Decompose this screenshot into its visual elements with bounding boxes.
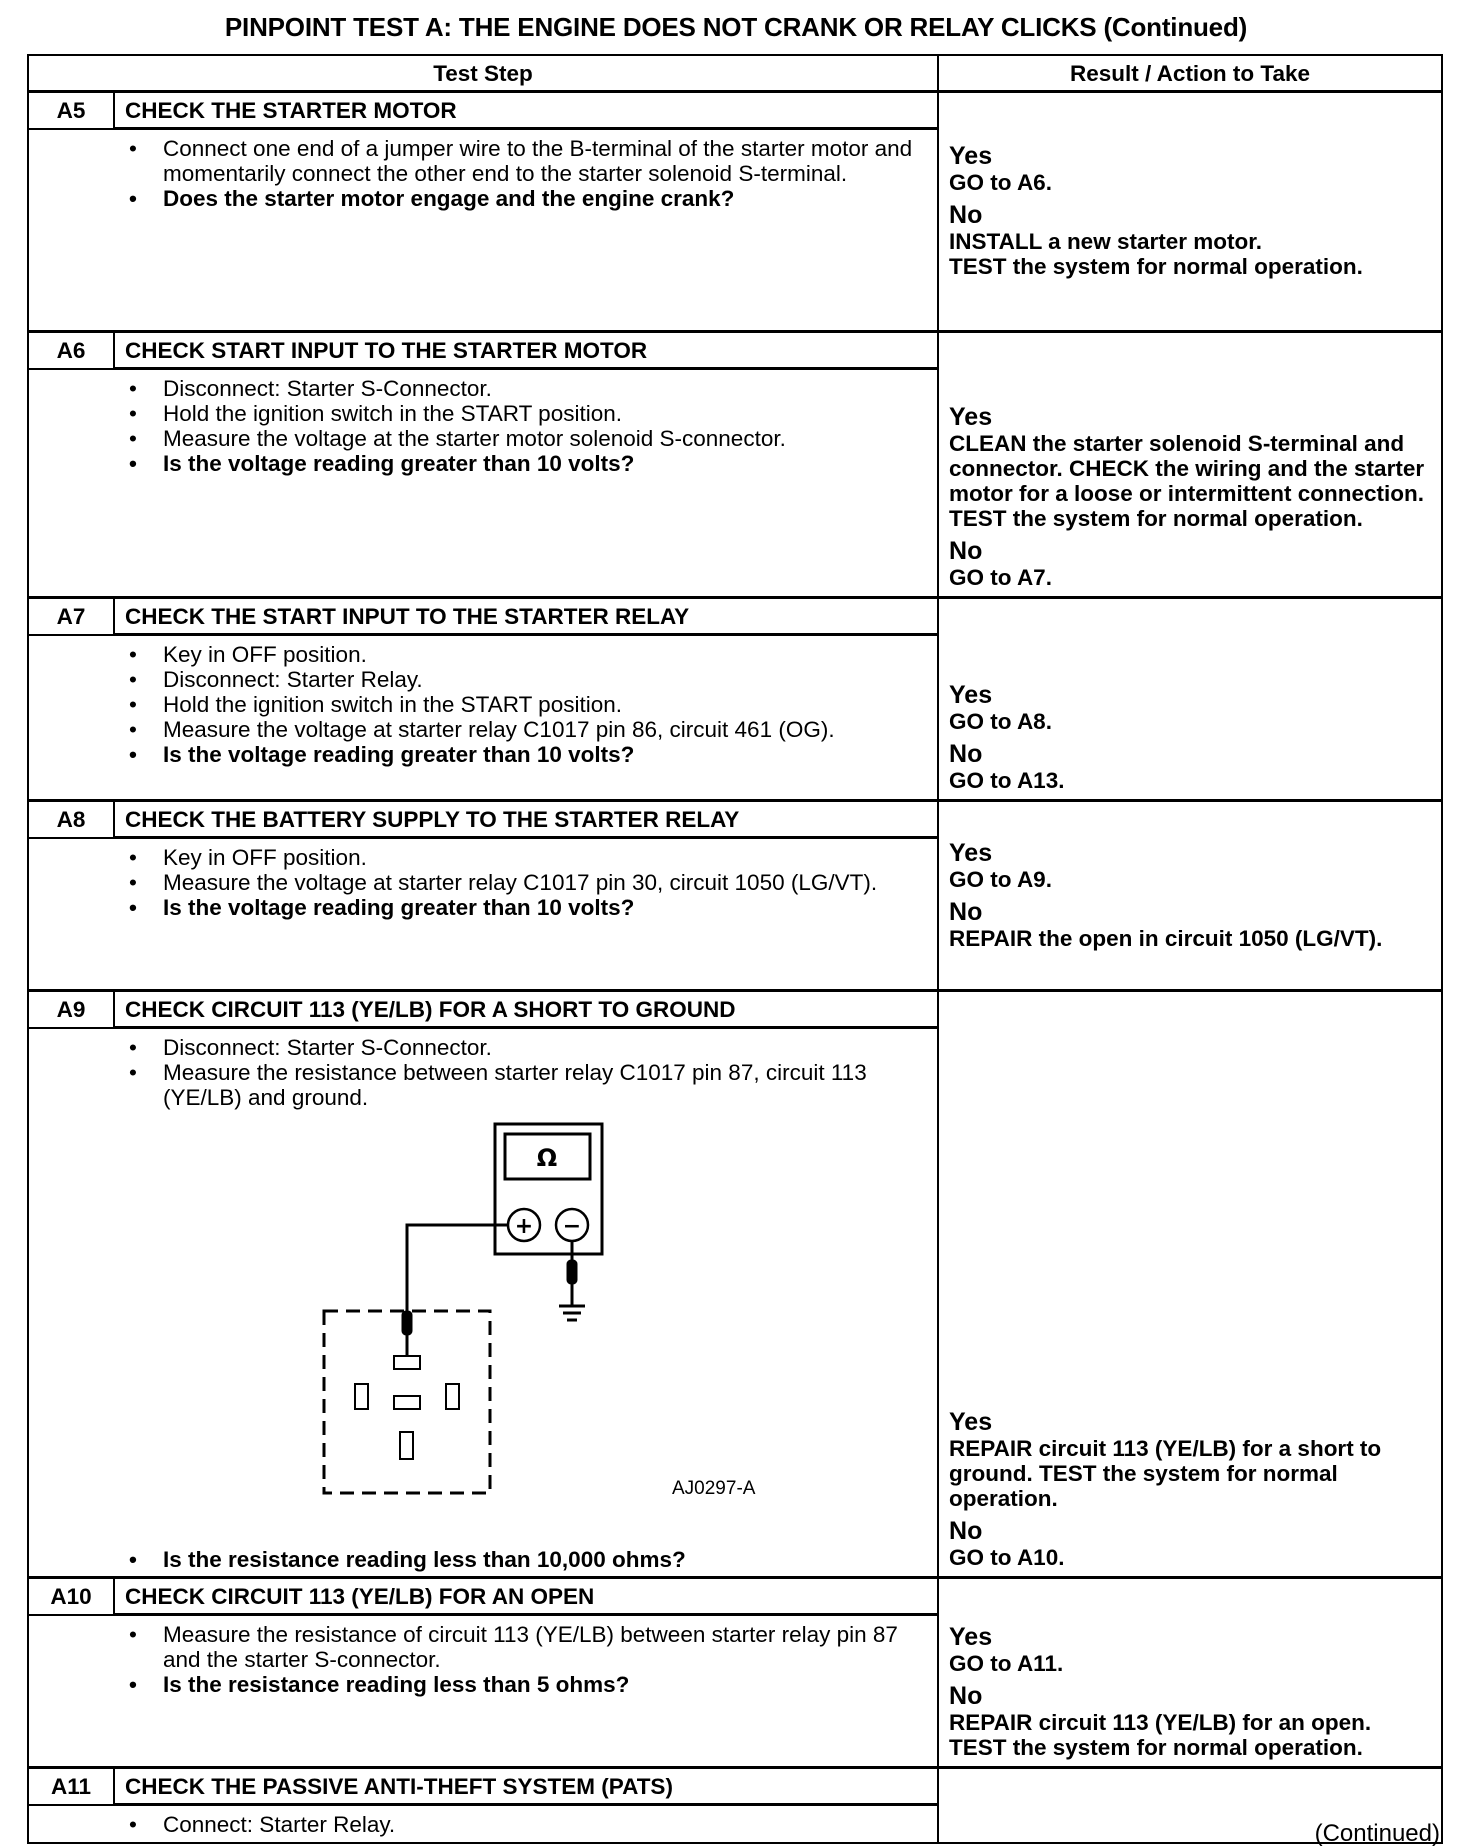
result-label-no: No bbox=[949, 740, 983, 768]
result-action bbox=[949, 1710, 1435, 1735]
step-reference: A8 bbox=[1016, 709, 1046, 734]
result-action bbox=[949, 709, 1435, 734]
result-action bbox=[949, 254, 1435, 279]
instruction-item: • Key in OFF position. bbox=[163, 642, 927, 667]
result-label-yes: Yes bbox=[949, 142, 993, 170]
action-text: GO to bbox=[949, 565, 1017, 590]
instruction-list bbox=[163, 845, 927, 920]
instruction-list bbox=[163, 642, 927, 767]
header-result: Result / Action to Take bbox=[938, 55, 1442, 92]
step-instructions bbox=[28, 129, 938, 332]
instruction-item: • Hold the ignition switch in the START position. bbox=[163, 692, 927, 717]
action-text: . bbox=[1045, 866, 1052, 892]
result-action bbox=[949, 926, 1435, 951]
action-text: GO to bbox=[949, 1651, 1017, 1676]
step-result bbox=[938, 801, 1442, 991]
step-title-row bbox=[28, 92, 1442, 129]
step-reference: A9 bbox=[1016, 866, 1046, 892]
step-instructions bbox=[28, 635, 938, 801]
step-reference: A7 bbox=[1016, 565, 1046, 590]
result-label-no: No bbox=[949, 1682, 983, 1710]
action-text: . bbox=[1056, 1651, 1064, 1676]
action-text: GO to bbox=[949, 866, 1017, 892]
instruction-item: • Measure the voltage at starter relay C1017 pin 30, circuit 1050 (LG/VT). bbox=[163, 870, 927, 895]
step-title: CHECK THE BATTERY SUPPLY TO THE STARTER RELAY bbox=[114, 801, 938, 838]
result-label-no: No bbox=[949, 1517, 983, 1545]
step-id: A6 bbox=[28, 332, 114, 369]
step-title: CHECK THE START INPUT TO THE STARTER RELAY bbox=[114, 598, 938, 635]
action-text: . bbox=[1045, 709, 1052, 734]
result-action bbox=[949, 768, 1435, 793]
instruction-item: • Connect: Starter Relay. bbox=[163, 1812, 927, 1837]
step-title-row bbox=[28, 598, 1442, 635]
step-title: CHECK THE STARTER MOTOR bbox=[114, 92, 938, 129]
step-id: A5 bbox=[28, 92, 114, 129]
minus-terminal-icon: − bbox=[562, 1214, 582, 1239]
step-id: A10 bbox=[28, 1578, 114, 1615]
step-id: A7 bbox=[28, 598, 114, 635]
result-action bbox=[949, 229, 1435, 254]
step-reference: A13 bbox=[1016, 768, 1059, 793]
result-action bbox=[949, 431, 1435, 531]
action-text: GO to bbox=[949, 768, 1017, 793]
result-label-yes: Yes bbox=[949, 838, 993, 867]
result-label-no: No bbox=[949, 897, 983, 926]
step-title-row bbox=[28, 991, 1442, 1028]
step-title-row bbox=[28, 332, 1442, 369]
test-question: • Is the voltage reading greater than 10 volts? bbox=[163, 742, 927, 767]
instruction-item: • Measure the resistance between starter relay C1017 pin 87, circuit 113 (YE/LB) and ground. bbox=[163, 1060, 927, 1110]
test-question: • Does the starter motor engage and the engine crank? bbox=[163, 186, 927, 211]
final-question-text: Is the resistance reading less than 10,000 ohms? bbox=[163, 1547, 686, 1572]
action-text: REPAIR the open in circuit 1050 (LG/VT). bbox=[949, 925, 1383, 951]
step-result bbox=[938, 332, 1442, 598]
result-label-yes: Yes bbox=[949, 403, 993, 431]
action-text: . bbox=[1058, 1545, 1065, 1570]
step-instructions bbox=[28, 1805, 938, 1844]
result-label-yes: Yes bbox=[949, 1623, 993, 1651]
action-text: TEST the system for normal operation. bbox=[949, 254, 1363, 279]
action-text: INSTALL a new starter motor. bbox=[949, 229, 1262, 254]
instruction-item: • Disconnect: Starter S-Connector. bbox=[163, 376, 927, 401]
instruction-item: • Measure the voltage at starter relay C1017 pin 86, circuit 461 (OG). bbox=[163, 717, 927, 742]
result-action bbox=[949, 1436, 1435, 1511]
step-result bbox=[938, 92, 1442, 332]
test-question: • Is the voltage reading greater than 10 volts? bbox=[163, 895, 927, 920]
action-text: GO to bbox=[949, 170, 1017, 195]
test-leads bbox=[403, 1225, 576, 1356]
bullet-icon: • bbox=[129, 1547, 137, 1572]
step-instructions bbox=[28, 1615, 938, 1768]
step-result bbox=[938, 598, 1442, 801]
ohm-symbol: Ω bbox=[536, 1144, 558, 1172]
result-action bbox=[949, 565, 1435, 590]
action-text: REPAIR circuit 113 (YE/LB) for a short to ground. TEST the system for normal operation. bbox=[949, 1436, 1382, 1511]
instruction-item: • Measure the resistance of circuit 113 (YE/LB) between starter relay pin 87 and the starter S-connector. bbox=[163, 1622, 927, 1672]
result-label-yes: Yes bbox=[949, 681, 993, 709]
step-reference: A10 bbox=[1016, 1545, 1059, 1570]
step-title-row bbox=[28, 801, 1442, 838]
step-title-row bbox=[28, 1768, 1442, 1805]
header-test-step: Test Step bbox=[28, 55, 938, 92]
result-action bbox=[949, 1651, 1435, 1676]
instruction-list bbox=[163, 1812, 927, 1837]
instruction-list bbox=[163, 1622, 927, 1697]
instruction-item: • Disconnect: Starter S-Connector. bbox=[163, 1035, 927, 1060]
step-id: A9 bbox=[28, 991, 114, 1028]
step-instructions bbox=[28, 1028, 938, 1578]
step-id: A11 bbox=[28, 1768, 114, 1805]
result-label-yes: Yes bbox=[949, 1408, 993, 1436]
step-instructions bbox=[28, 369, 938, 598]
continued-label: (Continued) bbox=[1314, 1820, 1440, 1847]
step-instructions bbox=[28, 838, 938, 991]
instruction-item: • Key in OFF position. bbox=[163, 845, 927, 870]
step-result bbox=[938, 1578, 1442, 1768]
result-action bbox=[949, 867, 1435, 892]
plus-terminal-icon: + bbox=[514, 1214, 534, 1239]
test-question bbox=[129, 1547, 686, 1572]
instruction-list bbox=[163, 376, 927, 476]
instruction-item: • Disconnect: Starter Relay. bbox=[163, 667, 927, 692]
step-reference: A11 bbox=[1016, 1651, 1057, 1676]
result-action bbox=[949, 1545, 1435, 1570]
action-text: REPAIR circuit 113 (YE/LB) for an open. bbox=[949, 1710, 1372, 1735]
result-label-no: No bbox=[949, 537, 983, 565]
pinpoint-test-table bbox=[27, 54, 1443, 1844]
step-id: A8 bbox=[28, 801, 114, 838]
action-text: . bbox=[1045, 565, 1052, 590]
action-text: . bbox=[1045, 170, 1052, 195]
result-action bbox=[949, 1735, 1435, 1760]
instruction-item: • Hold the ignition switch in the START position. bbox=[163, 401, 927, 426]
step-result bbox=[938, 991, 1442, 1578]
test-question: • Is the resistance reading less than 5 ohms? bbox=[163, 1672, 927, 1697]
step-title-row bbox=[28, 1578, 1442, 1615]
action-text: GO to bbox=[949, 709, 1017, 734]
action-text: GO to bbox=[949, 1545, 1017, 1570]
action-text: CLEAN the starter solenoid S-terminal and connector. CHECK the wiring and the starter motor for a loose or intermittent connection. TEST the system for normal operation. bbox=[949, 431, 1425, 531]
step-reference: A6 bbox=[1016, 170, 1046, 195]
step-title: CHECK THE PASSIVE ANTI-THEFT SYSTEM (PATS) bbox=[114, 1768, 938, 1805]
step-title: CHECK START INPUT TO THE STARTER MOTOR bbox=[114, 332, 938, 369]
page-title: PINPOINT TEST A: THE ENGINE DOES NOT CRANK OR RELAY CLICKS (Continued) bbox=[224, 12, 1248, 42]
instruction-item: • Measure the voltage at the starter motor solenoid S-connector. bbox=[163, 426, 927, 451]
action-text: TEST the system for normal operation. bbox=[949, 1735, 1363, 1760]
result-action bbox=[949, 170, 1435, 195]
test-question: • Is the voltage reading greater than 10 volts? bbox=[163, 451, 927, 476]
ohmmeter-diagram bbox=[29, 1029, 849, 1576]
figure-id: AJ0297-A bbox=[672, 1478, 756, 1499]
step-title: CHECK CIRCUIT 113 (YE/LB) FOR A SHORT TO GROUND bbox=[114, 991, 938, 1028]
step-title: CHECK CIRCUIT 113 (YE/LB) FOR AN OPEN bbox=[114, 1578, 938, 1615]
action-text: . bbox=[1058, 768, 1065, 793]
ground-icon bbox=[559, 1306, 585, 1320]
result-label-no: No bbox=[949, 201, 983, 229]
instruction-item: • Connect one end of a jumper wire to the B-terminal of the starter motor and momentarily connect the other end to the starter solenoid S-terminal. bbox=[163, 136, 927, 186]
instruction-list bbox=[163, 136, 927, 211]
